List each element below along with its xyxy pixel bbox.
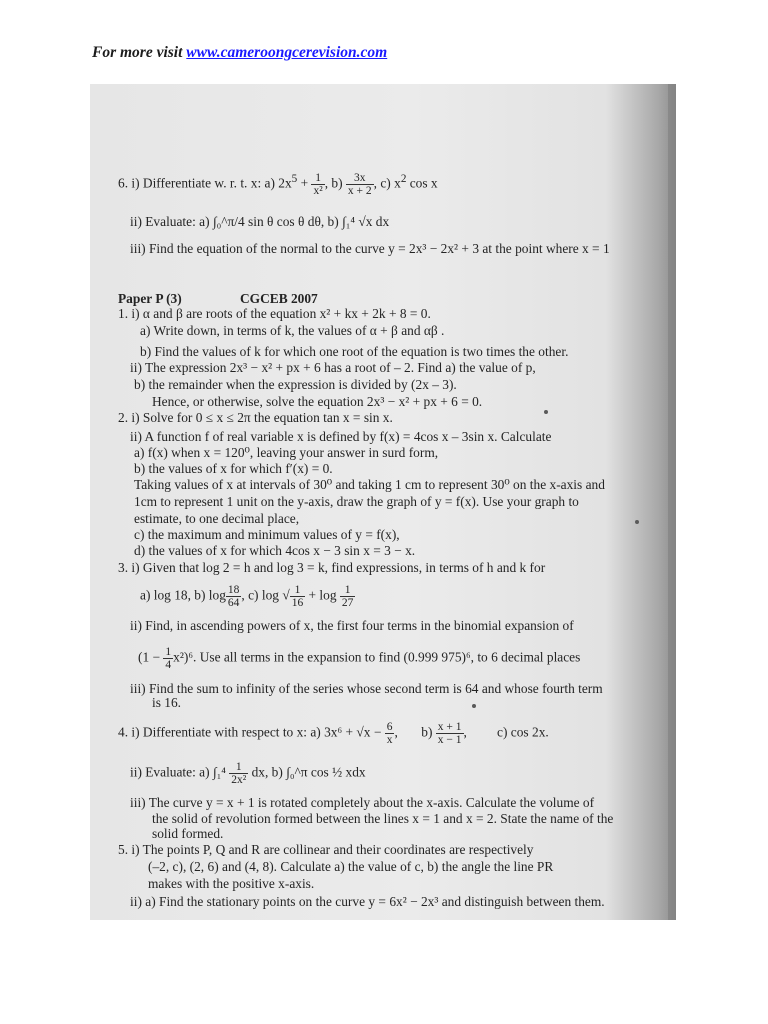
text: , bbox=[463, 724, 467, 740]
den: x − 1 bbox=[437, 734, 462, 746]
q4iii-line: iii) The curve y = x + 1 is rotated completely about the x-axis. Calculate the volume of bbox=[130, 795, 595, 810]
den: x² bbox=[313, 185, 323, 197]
q2-line: 2. i) Solve for 0 ≤ x ≤ 2π the equation tan x = sin x. bbox=[118, 410, 393, 425]
paper-label: Paper P (3) bbox=[118, 291, 182, 306]
text: (1 − bbox=[138, 649, 164, 665]
paper-exam: CGCEB 2007 bbox=[240, 291, 318, 306]
num: 1 bbox=[311, 172, 324, 185]
q2-estimate-line: estimate, to one decimal place, bbox=[134, 511, 300, 526]
speck bbox=[635, 520, 639, 524]
website-link[interactable]: www.cameroongcerevision.com bbox=[186, 44, 388, 61]
q1b-line: b) Find the values of k for which one root of the equation is two times the other. bbox=[140, 344, 569, 359]
text: cos x bbox=[406, 175, 438, 191]
q6-line-1 bbox=[118, 172, 438, 197]
text: 6. i) Differentiate w. r. t. x: a) 2x bbox=[118, 175, 292, 191]
q2b-line: b) the values of x for which f′(x) = 0. bbox=[134, 461, 333, 476]
num: 1 bbox=[290, 584, 306, 597]
num: 6 bbox=[386, 721, 393, 733]
text: + bbox=[297, 175, 312, 191]
den: x bbox=[386, 734, 393, 746]
q1iib-line: b) the remainder when the expression is divided by (2x – 3). bbox=[134, 377, 457, 392]
text: ii) Evaluate: a) ∫₁⁴ bbox=[130, 764, 226, 780]
text: a) log 18, b) log bbox=[140, 587, 226, 603]
q1a-line: a) Write down, in terms of k, the values of α + β and αβ . bbox=[140, 323, 445, 338]
fraction bbox=[311, 172, 324, 197]
header-prefix: For more visit bbox=[92, 44, 187, 61]
text: , c) x bbox=[373, 175, 401, 191]
num: 1 bbox=[340, 584, 356, 597]
text: dx, b) ∫₀^π cos ½ xdx bbox=[251, 764, 366, 780]
text: , b) bbox=[324, 175, 343, 191]
fraction bbox=[163, 646, 173, 671]
q4-line bbox=[118, 721, 549, 746]
q5-line: 5. i) The points P, Q and R are collinear and their coordinates are respectively bbox=[118, 842, 534, 857]
fraction bbox=[229, 761, 248, 786]
q4ii-line bbox=[130, 761, 366, 786]
q5ii-line: ii) a) Find the stationary points on the curve y = 6x² − 2x³ and distinguish between them. bbox=[130, 894, 605, 909]
q4iii-cont2-line: solid formed. bbox=[152, 826, 224, 841]
num: 18 bbox=[227, 584, 240, 596]
text: 4. i) Differentiate with respect to x: a) 3x⁶ + √x − bbox=[118, 724, 382, 740]
scanned-page bbox=[90, 84, 676, 920]
q3-binomial-line bbox=[138, 646, 580, 671]
q5-coords-line: (–2, c), (2, 6) and (4, 8). Calculate a) the value of c, b) the angle the line PR bbox=[148, 859, 554, 874]
q2ii-line: ii) A function f of real variable x is defined by f(x) = 4cos x – 3sin x. Calculate bbox=[130, 429, 552, 444]
num: 1 bbox=[229, 761, 248, 774]
fraction bbox=[436, 721, 464, 746]
num: 1 bbox=[165, 646, 172, 658]
num: 3x bbox=[346, 172, 374, 185]
fraction bbox=[346, 172, 374, 197]
den: 16 bbox=[291, 597, 304, 609]
fraction bbox=[340, 584, 356, 609]
text: b) bbox=[421, 724, 433, 740]
text: x²)⁶ bbox=[173, 649, 193, 665]
q2-graph-line: 1cm to represent 1 unit on the y-axis, draw the graph of y = f(x). Use your graph to bbox=[134, 494, 579, 509]
den: 64 bbox=[227, 597, 240, 609]
speck bbox=[544, 410, 548, 414]
speck bbox=[472, 704, 476, 708]
sup: 5 bbox=[291, 173, 298, 186]
q2d-line: d) the values of x for which 4cos x − 3 sin x = 3 − x. bbox=[134, 543, 416, 558]
q6-line-2: ii) Evaluate: a) ∫₀^π/4 sin θ cos θ dθ, b) ∫₁⁴ √x dx bbox=[130, 214, 390, 229]
q3-line: 3. i) Given that log 2 = h and log 3 = k, find expressions, in terms of h and k for bbox=[118, 560, 546, 575]
text: , c) log bbox=[241, 587, 279, 603]
num: x + 1 bbox=[437, 721, 462, 733]
den: 2x² bbox=[231, 774, 247, 786]
text: . Use all terms in the expansion to find (0.999 975)⁶, to 6 decimal places bbox=[193, 649, 581, 665]
den: 4 bbox=[165, 659, 172, 671]
den: x + 2 bbox=[347, 185, 372, 197]
q3iii-cont-line: is 16. bbox=[152, 695, 182, 710]
q3-logs-line: a) log 18, b) log $\frac{18}{64}$ , c) log √ $\frac{1}{16}$ + log $\frac{1}{27}$ bbox=[140, 584, 354, 609]
q5-axis-line: makes with the positive x-axis. bbox=[148, 876, 315, 891]
text: , bbox=[394, 724, 398, 740]
q1hence-line: Hence, or otherwise, solve the equation 2x³ − x² + px + 6 = 0. bbox=[152, 394, 483, 409]
q6-line-3: iii) Find the equation of the normal to the curve y = 2x³ − 2x² + 3 at the point where x = 1 bbox=[130, 241, 610, 256]
q2a-line: a) f(x) when x = 120⁰, leaving your answer in surd form, bbox=[134, 445, 439, 460]
text: c) cos 2x. bbox=[497, 724, 549, 740]
q2-taking-line: Taking values of x at intervals of 30⁰ and taking 1 cm to represent 30⁰ on the x-axis and bbox=[134, 477, 605, 492]
q3iii-line: iii) Find the sum to infinity of the series whose second term is 64 and whose fourth term bbox=[130, 681, 603, 696]
q1ii-line: ii) The expression 2x³ − x² + px + 6 has a root of – 2. Find a) the value of p, bbox=[130, 360, 536, 375]
q3ii-line: ii) Find, in ascending powers of x, the first four terms in the binomial expansion of bbox=[130, 618, 574, 633]
fraction bbox=[226, 584, 242, 609]
fraction bbox=[290, 584, 306, 609]
sup: 2 bbox=[400, 173, 407, 186]
q4iii-cont1-line: the solid of revolution formed between the lines x = 1 and x = 2. State the name of the bbox=[152, 811, 614, 826]
den: 27 bbox=[341, 597, 354, 609]
q2c-line: c) the maximum and minimum values of y = f(x), bbox=[134, 527, 400, 542]
page-edge-shadow bbox=[668, 84, 676, 920]
header-note bbox=[92, 44, 387, 62]
text: + log bbox=[305, 587, 337, 603]
q1-line: 1. i) α and β are roots of the equation x² + kx + 2k + 8 = 0. bbox=[118, 306, 431, 321]
